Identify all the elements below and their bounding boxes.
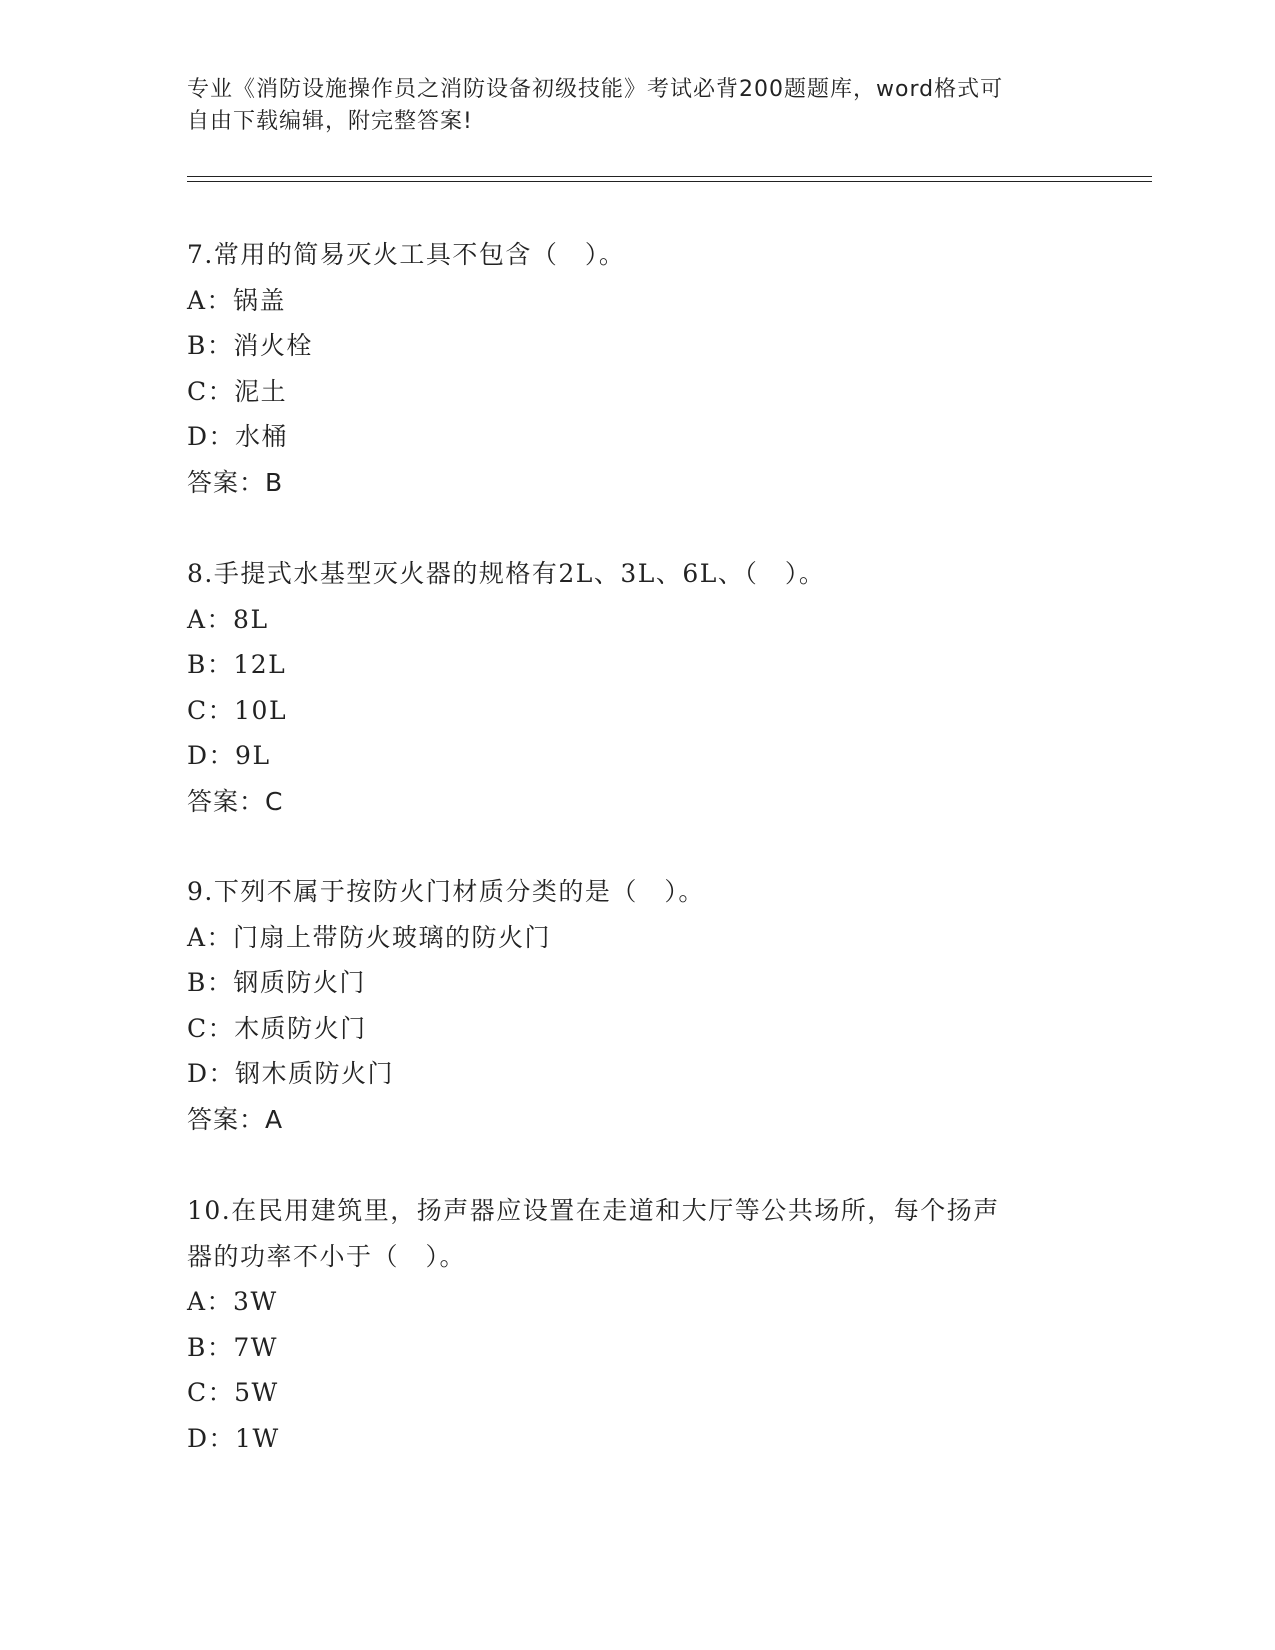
header-title-line-2: 自由下载编辑，附完整答案!	[187, 109, 473, 134]
option-a: A：锅盖	[187, 285, 287, 315]
question-stem: 7.常用的简易灭火工具不包含（ ）。	[187, 240, 626, 269]
question-9	[187, 869, 1087, 1142]
option-b: B：消火栓	[187, 331, 313, 360]
header-title-line-1: 专业《消防设施操作员之消防设备初级技能》考试必背200题题库，word格式可	[187, 77, 1004, 102]
option-b: B：钢质防火门	[187, 968, 366, 997]
question-8	[187, 551, 1087, 824]
option-c: C：木质防火门	[187, 1013, 367, 1043]
question-stem-line-1: 10.在民用建筑里，扬声器应设置在走道和大厅等公共场所，每个扬声	[187, 1196, 1000, 1225]
option-a: A：3W	[187, 1287, 278, 1316]
header-divider-bottom	[187, 181, 1152, 182]
answer-key: 答案：A	[187, 1104, 284, 1134]
question-10	[187, 1188, 1087, 1461]
option-a: A：门扇上带防火玻璃的防火门	[187, 922, 552, 952]
document-header	[187, 74, 1067, 138]
question-stem: 9.下列不属于按防火门材质分类的是（ ）。	[187, 877, 705, 906]
answer-key: 答案：B	[187, 467, 284, 497]
option-d: D：钢木质防火门	[187, 1059, 395, 1088]
option-d: D：9L	[187, 741, 271, 770]
option-b: B：7W	[187, 1332, 278, 1362]
option-c: C：5W	[187, 1378, 279, 1407]
question-7	[187, 232, 1087, 505]
answer-key: 答案：C	[187, 786, 284, 816]
option-c: C：10L	[187, 695, 288, 725]
option-a: A：8L	[187, 604, 269, 634]
question-stem-line-2: 器的功率不小于（ ）。	[187, 1241, 467, 1271]
option-c: C：泥土	[187, 376, 288, 406]
question-stem: 8.手提式水基型灭火器的规格有2L、3L、6L、（ ）。	[187, 559, 826, 588]
option-d: D：水桶	[187, 422, 289, 451]
header-divider-top	[187, 176, 1152, 177]
option-d: D：1W	[187, 1423, 280, 1453]
option-b: B：12L	[187, 650, 287, 679]
